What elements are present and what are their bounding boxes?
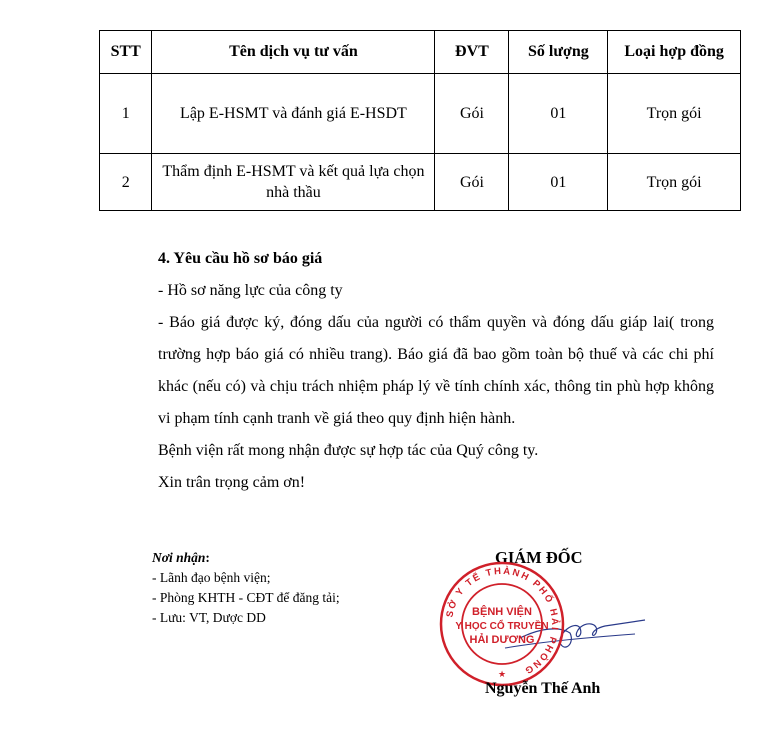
director-title: GIÁM ĐỐC — [495, 548, 583, 567]
recipient-item: - Phòng KHTH - CĐT để đăng tải; — [152, 590, 340, 605]
stamp-ring-text: SỞ Y TẾ THÀNH PHỐ HẢI PHÒNG — [444, 565, 561, 677]
cell-service-name: Thẩm định E-HSMT và kết quả lựa chọn nhà thầu — [152, 154, 435, 211]
table-row — [100, 154, 741, 211]
table-row — [100, 74, 741, 154]
table-header-row — [100, 31, 741, 74]
stamp-star-icon: ★ — [497, 670, 507, 680]
recipient-item: - Lãnh đạo bệnh viện; — [152, 570, 271, 585]
cell-contract-type: Trọn gói — [608, 74, 741, 154]
closing-line: Xin trân trọng cảm ơn! — [158, 474, 306, 491]
header-contract-type: Loại hợp đồng — [608, 31, 741, 74]
cell-service-name: Lập E-HSMT và đánh giá E-HSDT — [152, 74, 435, 154]
hospital-stamp — [438, 560, 566, 688]
cell-quantity: 01 — [509, 74, 608, 154]
quotation-requirements — [158, 243, 714, 499]
stamp-line-2: Y HỌC CỔ TRUYỀN — [455, 621, 549, 632]
cell-unit: Gói — [435, 154, 509, 211]
closing-line: Bệnh viện rất mong nhận được sự hợp tác của Quý công ty. — [158, 442, 539, 459]
director-name: Nguyễn Thế Anh — [485, 680, 601, 697]
requirement-item: - Báo giá được ký, đóng dấu của người có thẩm quyền và đóng dấu giáp lai( trong trường hợp báo giá có nhiều trang). Báo giá đã bao gồm toàn bộ thuế và các chi phí khác (nếu có) và chịu trách nhiệm pháp lý về tính chính xác, thông tin phù hợp không vi phạm tính cạnh tranh về giá theo quy định hiện hành. — [158, 314, 714, 427]
cell-stt: 2 — [100, 154, 152, 211]
cell-quantity: 01 — [509, 154, 608, 211]
requirement-item: - Hồ sơ năng lực của công ty — [158, 282, 343, 299]
header-stt: STT — [100, 31, 152, 74]
recipients-title: Nơi nhận — [152, 550, 206, 565]
stamp-line-3: HẢI DƯƠNG — [469, 634, 535, 646]
recipients-colon: : — [205, 550, 210, 565]
cell-contract-type: Trọn gói — [608, 154, 741, 211]
service-table — [99, 30, 741, 211]
cell-stt: 1 — [100, 74, 152, 154]
stamp-line-1: BỆNH VIỆN — [472, 606, 532, 618]
cell-unit: Gói — [435, 74, 509, 154]
header-service-name: Tên dịch vụ tư vấn — [152, 31, 435, 74]
section-heading: 4. Yêu cầu hồ sơ báo giá — [158, 250, 323, 267]
recipients-block — [152, 548, 340, 628]
recipient-item: - Lưu: VT, Dược DD — [152, 610, 266, 625]
header-unit: ĐVT — [435, 31, 509, 74]
header-quantity: Số lượng — [509, 31, 608, 74]
